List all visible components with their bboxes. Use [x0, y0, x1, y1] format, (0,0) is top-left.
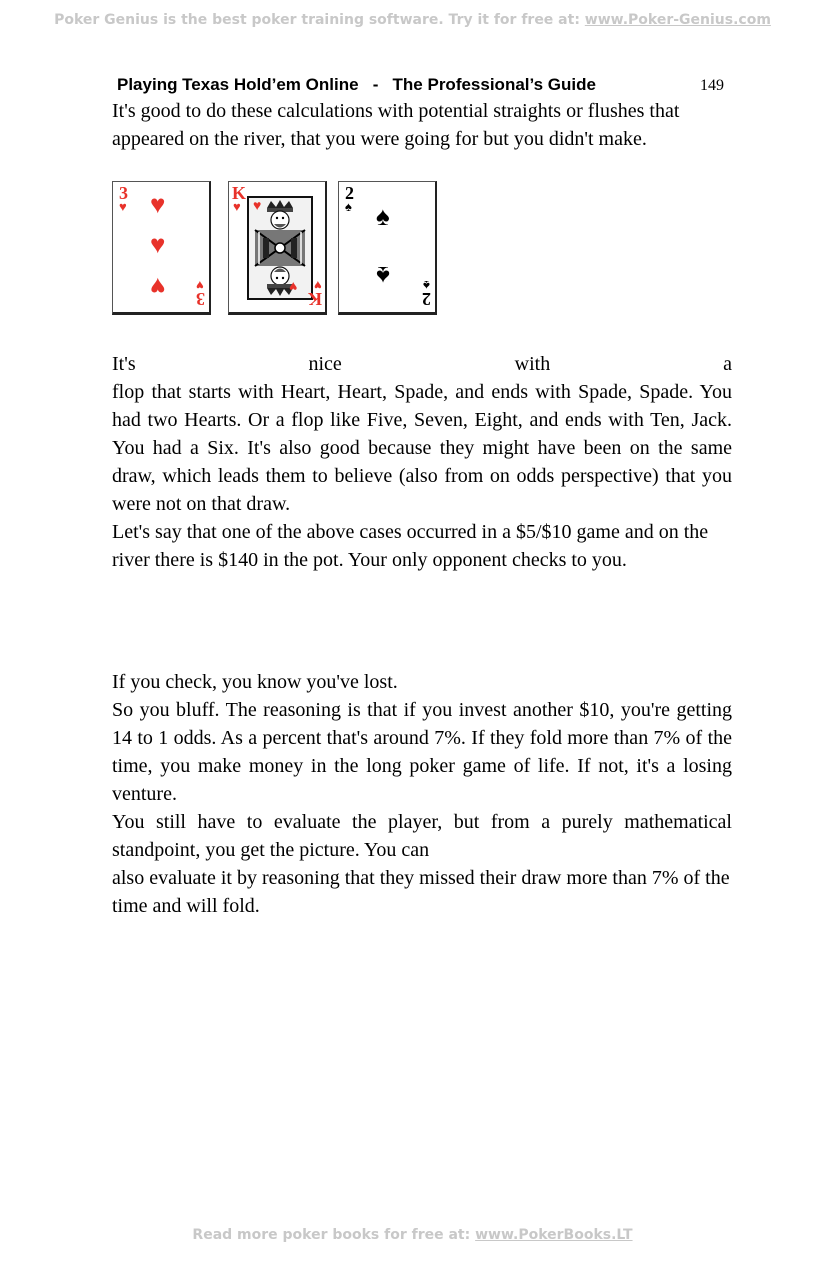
bottom-banner	[0, 1227, 825, 1243]
spade-icon: ♠	[376, 202, 390, 231]
card-rank: 3	[196, 289, 205, 309]
card-rank: K	[232, 183, 247, 203]
paragraph-3: Let's say that one of the above cases occurred in a $5/$10 game and on the river there is $140 in the pot. Your only opponent checks to you.	[112, 521, 709, 571]
word: a	[723, 353, 732, 375]
poker-genius-link[interactable]: www.Poker-Genius.com	[584, 12, 771, 28]
paragraph-flop-example	[112, 350, 732, 574]
card-three-of-hearts	[112, 181, 211, 315]
card-rank: 2	[345, 183, 354, 203]
word: nice	[308, 353, 342, 375]
pokerbooks-link[interactable]: www.PokerBooks.LT	[475, 1227, 633, 1243]
heart-icon: ♥	[150, 230, 166, 259]
spade-icon: ♠	[376, 261, 390, 290]
paragraph-7: also evaluate it by reasoning that they missed their draw more than 7% of the time and will fold.	[112, 867, 730, 917]
paragraph-5: So you bluff. The reasoning is that if you invest another $10, you're getting 14 to 1 odds. As a percent that's around 7%. If they fold more than 7% of the time, you make money in the long poker game of life. If not, it's a losing venture.	[112, 699, 732, 805]
heart-icon: ♥	[314, 278, 322, 293]
heart-icon: ♥	[119, 199, 127, 214]
heart-icon: ♥	[196, 278, 204, 293]
paragraph-1: It's good to do these calculations with potential straights or flushes that appeared on the river, that you were going for but you didn't make.	[112, 100, 680, 150]
card-rank: K	[307, 289, 322, 309]
paragraph-6: You still have to evaluate the player, but from a purely mathematical standpoint, you get the picture. You can	[112, 811, 732, 861]
paragraph-bluff	[112, 668, 732, 920]
heart-icon: ♥	[289, 278, 298, 293]
bottom-banner-text: Read more poker books for free at:	[192, 1227, 476, 1243]
top-banner	[0, 12, 825, 28]
paragraph-2-first-line	[112, 350, 732, 378]
spade-icon: ♠	[345, 199, 352, 214]
card-rank: 3	[119, 183, 128, 203]
card-king-of-hearts	[228, 181, 327, 315]
word: with	[514, 353, 551, 375]
heart-icon: ♥	[253, 199, 262, 214]
paragraph-2: flop that starts with Heart, Heart, Spade, and ends with Spade, Spade. You had two Hearts. Or a flop like Five, Seven, Eight, and ends with Ten, Jack. You had a Six. It's also good because they might have been on the same draw, which leads them to believe (also from on odds perspective) that you were not on that draw.	[112, 381, 732, 515]
page-number: 149	[700, 77, 724, 94]
word: It's	[112, 353, 136, 375]
card-two-of-spades	[338, 181, 437, 315]
paragraph-4: If you check, you know you've lost.	[112, 671, 398, 693]
card-rank: 2	[422, 289, 431, 309]
top-banner-text: Poker Genius is the best poker training software. Try it for free at:	[54, 12, 585, 28]
heart-icon: ♥	[150, 190, 166, 219]
book-title: Playing Texas Hold’em Online - The Professional’s Guide	[117, 75, 596, 94]
paragraph-intro	[112, 97, 732, 153]
spade-icon: ♠	[423, 278, 430, 293]
heart-icon: ♥	[233, 199, 241, 214]
heart-icon: ♥	[150, 272, 166, 301]
